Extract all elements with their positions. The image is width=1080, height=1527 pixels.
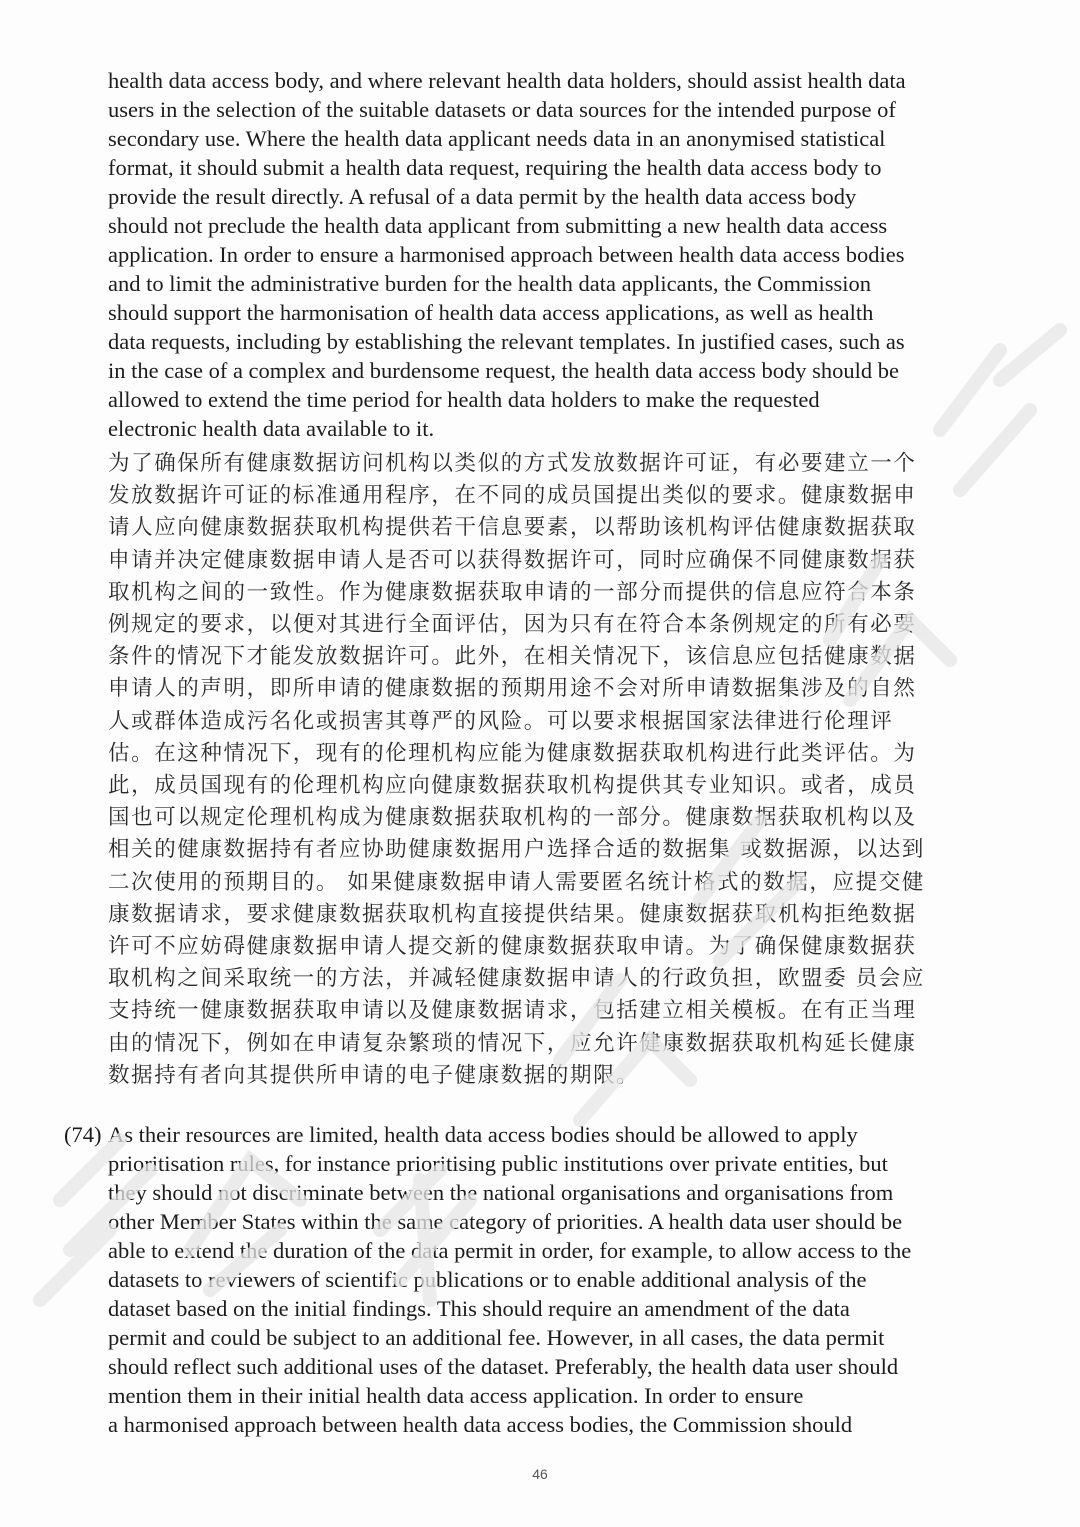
text-line: allowed to extend the time period for health data holders to make the requested [108, 387, 820, 412]
recital-74-text [108, 1120, 1023, 1439]
translation-line: 申请人的声明，即所申请的健康数据的预期用途不会对所申请数据集涉及的自然 [108, 676, 917, 702]
text-line: health data access body, and where relevant health data holders, should assist health data [108, 68, 906, 93]
translation-line: 由的情况下，例如在申请复杂繁琐的情况下，应允许健康数据获取机构延长健康 [108, 1030, 917, 1056]
chinese-translation-text [108, 448, 1013, 1092]
text-line: provide the result directly. A refusal of a data permit by the health data access body [108, 184, 857, 209]
text-line: they should not discriminate between the national organisations and organisations from [108, 1180, 894, 1205]
translation-line: 取机构之间的一致性。作为健康数据获取申请的一部分而提供的信息应符合本条 [108, 579, 917, 605]
text-line: format, it should submit a health data request, requiring the health data access body to [108, 155, 882, 180]
text-line: dataset based on the initial findings. This should require an amendment of the data [108, 1296, 850, 1321]
text-line: mention them in their initial health data access application. In order to ensure [108, 1383, 804, 1408]
recital-continuation-text [108, 66, 1023, 443]
translation-line: 二次使用的预期目的。 如果健康数据申请人需要匿名统计格式的数据，应提交健 [108, 869, 925, 895]
text-line: electronic health data available to it. [108, 416, 435, 441]
translation-line: 取机构之间采取统一的方法，并减轻健康数据申请人的行政负担，欧盟委 员会应 [108, 966, 925, 992]
text-line: a harmonised approach between health data access bodies, the Commission should [108, 1412, 853, 1437]
translation-line: 估。在这种情况下，现有的伦理机构应能为健康数据获取机构进行此类评估。为 [108, 740, 917, 766]
translation-line: 数据持有者向其提供所申请的电子健康数据的期限。 [108, 1062, 640, 1088]
text-line: prioritisation rules, for instance prioritising public institutions over private entities, but [108, 1151, 888, 1176]
translation-line: 国也可以规定伦理机构成为健康数据获取机构的一部分。健康数据获取机构以及 [108, 805, 917, 831]
translation-line: 申请并决定健康数据申请人是否可以获得数据许可，同时应确保不同健康数据获 [108, 547, 917, 573]
translation-line: 人或群体造成污名化或损害其尊严的风险。可以要求根据国家法律进行伦理评 [108, 708, 894, 734]
text-line: and to limit the administrative burden for the health data applicants, the Commission [108, 271, 871, 296]
text-line: other Member States within the same category of priorities. A health data user should be [108, 1209, 903, 1234]
page-number: 46 [532, 1466, 548, 1482]
text-line: in the case of a complex and burdensome request, the health data access body should be [108, 358, 899, 383]
translation-line: 此，成员国现有的伦理机构应向健康数据获取机构提供其专业知识。或者，成员 [108, 773, 917, 799]
translation-line: 许可不应妨碍健康数据申请人提交新的健康数据获取申请。为了确保健康数据获 [108, 934, 917, 960]
translation-line: 相关的健康数据持有者应协助健康数据用户选择合适的数据集 或数据源，以达到 [108, 837, 925, 863]
text-line: able to extend the duration of the data permit in order, for example, to allow access to the [108, 1238, 912, 1263]
translation-line: 条件的情况下才能发放数据许可。此外，在相关情况下，该信息应包括健康数据 [108, 644, 917, 670]
translation-line: 请人应向健康数据获取机构提供若干信息要素，以帮助该机构评估健康数据获取 [108, 515, 917, 541]
text-line: should not preclude the health data applicant from submitting a new health data access [108, 213, 888, 238]
recital-number: (74) [64, 1122, 102, 1147]
text-line: As their resources are limited, health data access bodies should be allowed to apply [108, 1122, 858, 1147]
text-line: application. In order to ensure a harmonised approach between health data access bodies [108, 242, 905, 267]
text-line: users in the selection of the suitable datasets or data sources for the intended purpose of [108, 97, 896, 122]
text-line: data requests, including by establishing the relevant templates. In justified cases, such as [108, 329, 905, 354]
text-line: secondary use. Where the health data applicant needs data in an anonymised statistical [108, 126, 886, 151]
translation-line: 例规定的要求，以便对其进行全面评估，因为只有在符合本条例规定的所有必要 [108, 612, 917, 638]
text-line: permit and could be subject to an additional fee. However, in all cases, the data permit [108, 1325, 885, 1350]
translation-line: 发放数据许可证的标准通用程序，在不同的成员国提出类似的要求。健康数据申 [108, 483, 917, 509]
translation-line: 支持统一健康数据获取申请以及健康数据请求，包括建立相关模板。在有正当理 [108, 998, 917, 1024]
text-line: should reflect such additional uses of the dataset. Preferably, the health data user should [108, 1354, 899, 1379]
translation-line: 康数据请求，要求健康数据获取机构直接提供结果。健康数据获取机构拒绝数据 [108, 901, 917, 927]
translation-line: 为了确保所有健康数据访问机构以类似的方式发放数据许可证，有必要建立一个 [108, 451, 917, 476]
text-line: datasets to reviewers of scientific publications or to enable additional analysis of the [108, 1267, 867, 1292]
text-line: should support the harmonisation of health data access applications, as well as health [108, 300, 874, 325]
